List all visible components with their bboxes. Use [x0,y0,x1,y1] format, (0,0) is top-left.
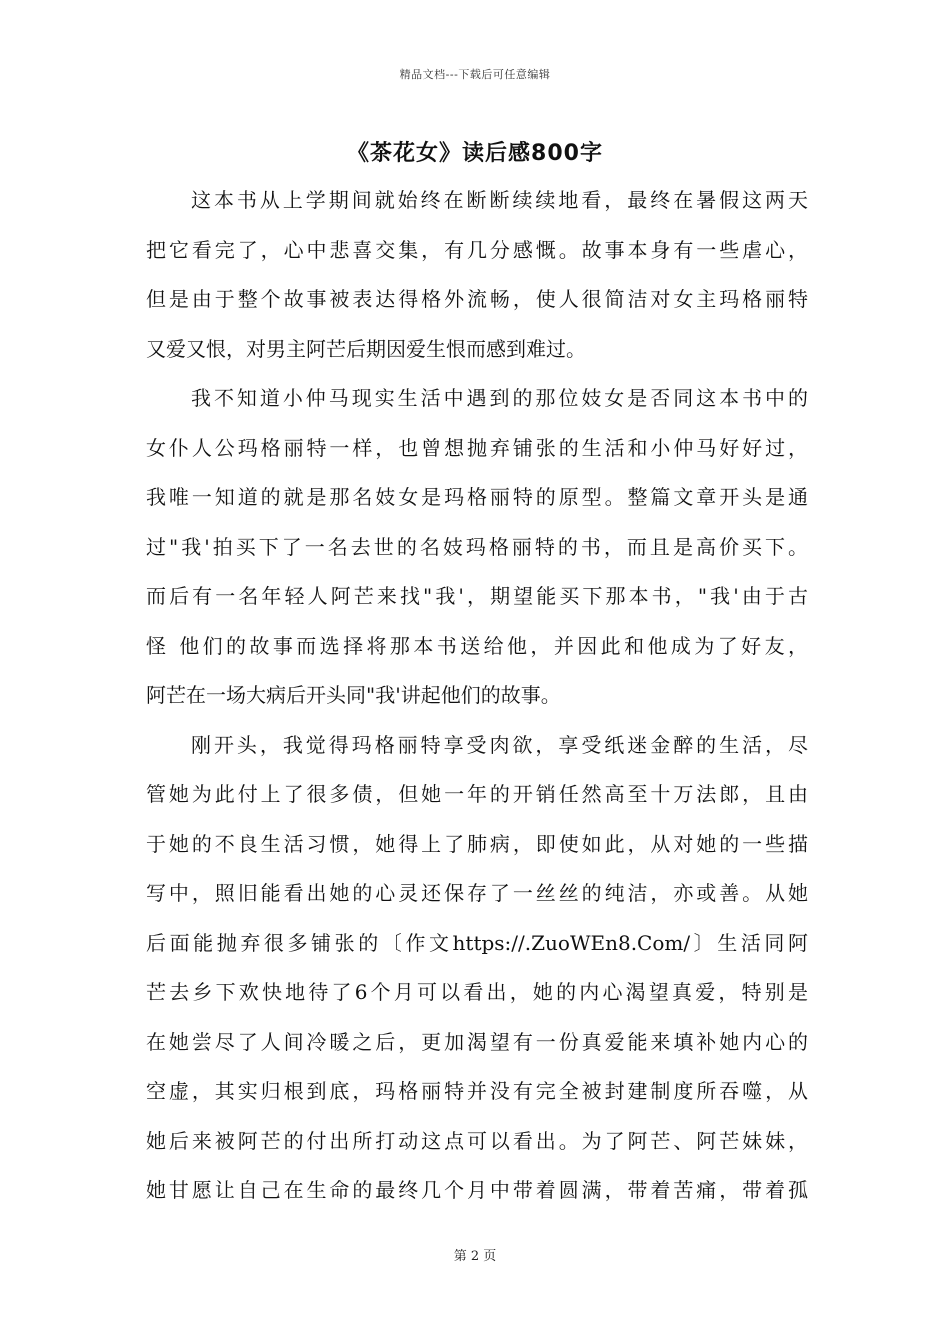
text-line: 空虚，其实归根到底，玛格丽特并没有完全被封建制度所吞噬，从 [146,1079,808,1103]
text-line: 于她的不良生活习惯，她得上了肺病，即使如此，从对她的一些描 [146,831,808,856]
text-line: 过"我'拍买下了一名去世的名妓玛格丽特的书，而且是高价买下。 [146,534,808,559]
text-line: 芒去乡下欢快地待了6个月可以看出，她的内心渴望真爱，特别是 [146,980,808,1004]
text-line: 我不知道小仲马现实生活中遇到的那位妓女是否同这本书中的 [191,386,808,410]
text-line: 刚开头，我觉得玛格丽特享受肉欲，享受纸迷金醉的生活，尽 [191,732,808,757]
text-line: 女仆人公玛格丽特一样，也曾想抛弃铺张的生活和小仲马好好过， [146,435,808,460]
text-line: 管她为此付上了很多债，但她一年的开销任然高至十万法郎，且由 [146,782,808,806]
paragraph [146,725,808,1220]
text-line: 在她尝尽了人间冷暖之后，更加渴望有一份真爱能来填补她内心的 [146,1029,808,1054]
text-line: 把它看完了，心中悲喜交集，有几分感慨。故事本身有一些虐心， [146,237,808,262]
text-line: 她后来被阿芒的付出所打动这点可以看出。为了阿芒、阿芒妹妹， [146,1128,808,1153]
text-line: 这本书从上学期间就始终在断断续续地看，最终在暑假这两天 [191,188,808,212]
page-footer: 第 2 页 [453,1249,497,1264]
text-line: 后面能抛弃很多铺张的〔作文https://.ZuoWEn8.Com/〕生活同阿 [146,930,808,955]
text-line: 但是由于整个故事被表达得格外流畅，使人很简洁对女主玛格丽特 [146,287,808,311]
page-header: 精品文档---下载后可任意编辑 [399,68,551,81]
text-line: 又爱又恨，对男主阿芒后期因爱生恨而感到难过。 [146,336,586,361]
text-line: 而后有一名年轻人阿芒来找"我'，期望能买下那本书，"我'由于古 [146,584,808,608]
document-title: 《茶花女》读后感800字 [347,141,603,166]
paragraph [146,378,808,725]
text-line: 怪 他们的故事而选择将那本书送给他，并因此和他成为了好友， [146,633,808,658]
document-body [146,180,808,1220]
paragraph [146,180,808,378]
text-line: 阿芒在一场大病后开头同"我'讲起他们的故事。 [146,683,561,707]
text-line: 写中，照旧能看出她的心灵还保存了一丝丝的纯洁，亦或善。从她 [146,881,808,905]
text-line: 她甘愿让自己在生命的最终几个月中带着圆满，带着苦痛，带着孤 [146,1178,808,1202]
text-line: 我唯一知道的就是那名妓女是玛格丽特的原型。整篇文章开头是通 [146,485,808,509]
